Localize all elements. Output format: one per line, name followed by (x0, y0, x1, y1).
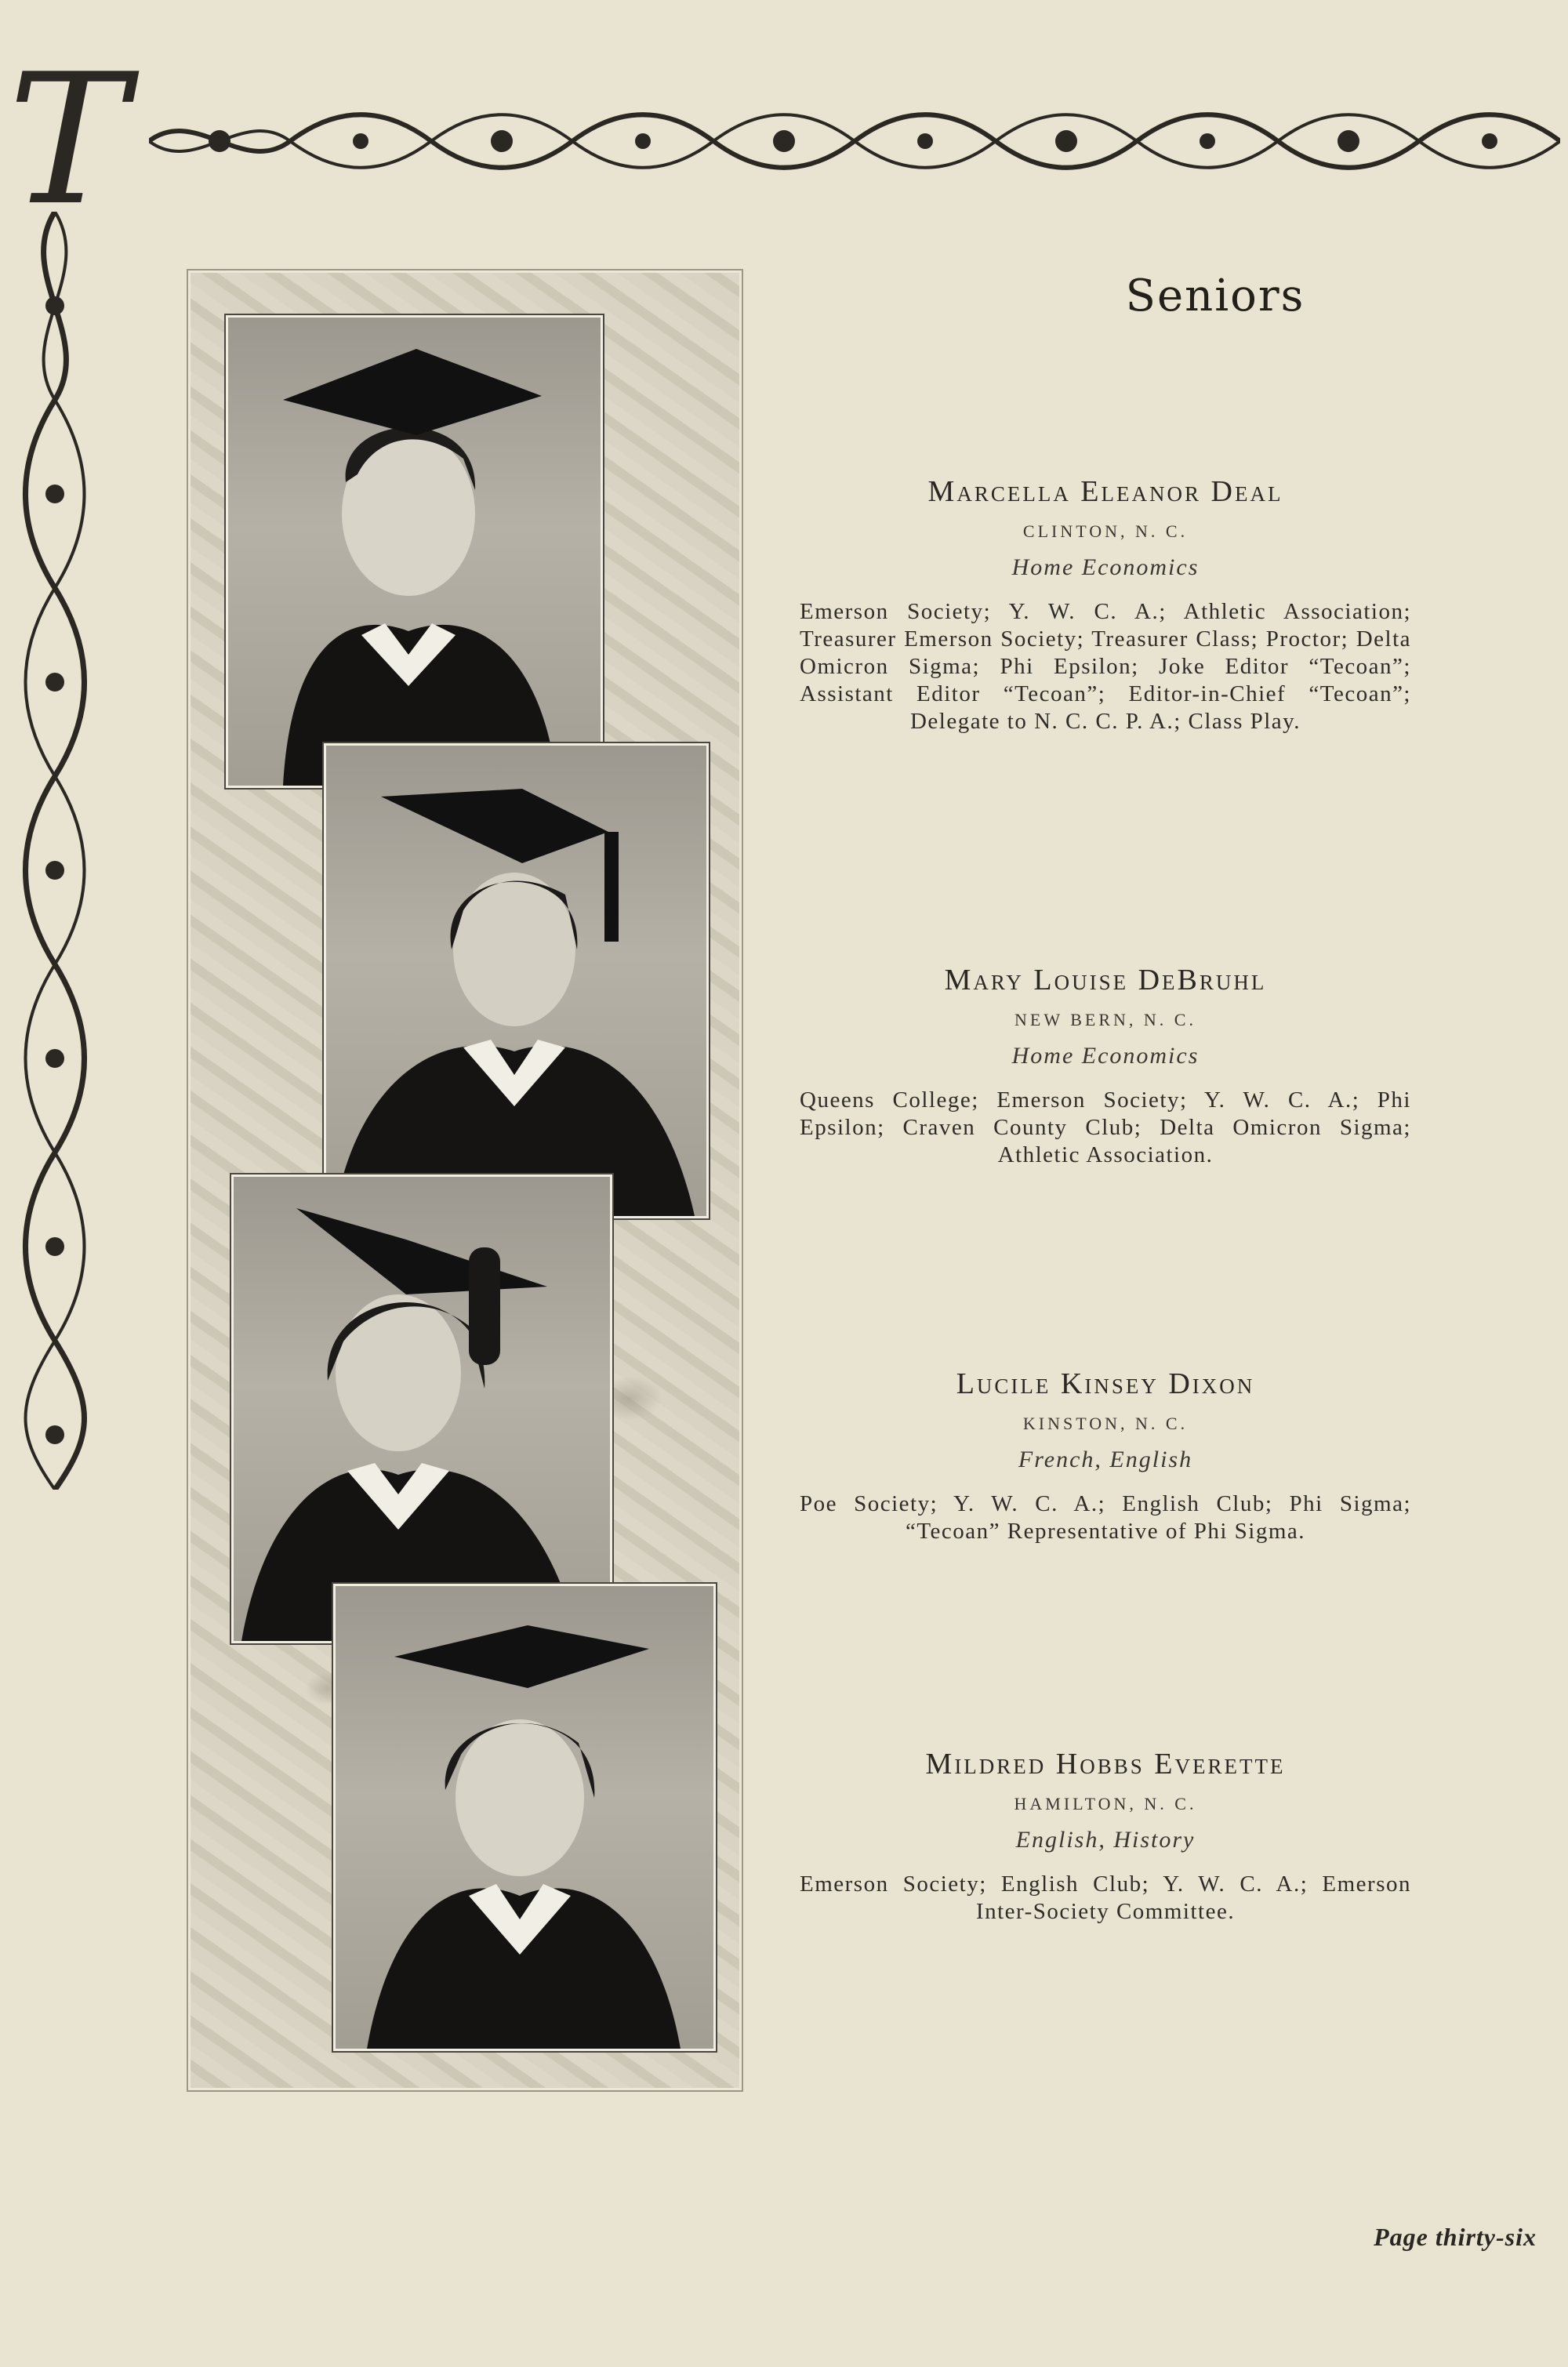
portrait-photo-4 (333, 1584, 716, 2051)
senior-hometown: NEW BERN, N. C. (1014, 1010, 1196, 1029)
senior-activities: Poe Society; Y. W. C. A.; English Club; Phi Sigma; “Tecoan” Representative of Phi Sigma. (800, 1491, 1411, 1544)
senior-entry (800, 963, 1411, 1169)
senior-major: Home Economics (1011, 1043, 1200, 1069)
senior-major: French, English (1018, 1447, 1193, 1472)
senior-hometown: KINSTON, N. C. (1022, 1414, 1189, 1433)
senior-name: Marcella Eleanor Deal (927, 475, 1283, 508)
page-title: Seniors (1125, 270, 1305, 321)
senior-activities: Emerson Society; English Club; Y. W. C. A.; Emerson Inter-Society Committee. (800, 1871, 1411, 1924)
portrait-photo-2 (324, 743, 709, 1218)
senior-name: Lucile Kinsey Dixon (956, 1367, 1255, 1400)
senior-name: Mildred Hobbs Everette (925, 1748, 1286, 1781)
portrait-photo-3 (231, 1174, 612, 1643)
senior-activities: Queens College; Emerson Society; Y. W. C. A.; Phi Epsilon; Craven County Club; Delta Omicron Sigma; Athletic Association. (800, 1087, 1411, 1167)
senior-entry (800, 1367, 1411, 1545)
senior-major: Home Economics (1011, 554, 1200, 580)
page-number: Page thirty-six (1374, 2223, 1537, 2251)
senior-major: English, History (1015, 1827, 1196, 1853)
ornamental-vine-border-top (149, 102, 1560, 180)
senior-hometown: HAMILTON, N. C. (1014, 1794, 1197, 1813)
portrait-photo-1 (226, 315, 603, 788)
ornamental-vine-border-left (12, 212, 98, 1490)
decorative-initial-letter: T (8, 36, 129, 245)
senior-hometown: CLINTON, N. C. (1022, 521, 1189, 541)
senior-entry (800, 474, 1411, 735)
senior-activities: Emerson Society; Y. W. C. A.; Athletic Association; Treasurer Emerson Society; Treasurer Class; Proctor; Delta Omicron Sigma; Phi Epsilon; Joke Editor “Tecoan”; Assistant Editor “Tecoan”; Editor-in-Chief “Tecoan”; Delegate to N. C. C. P. A.; Class Play. (800, 599, 1411, 734)
senior-name: Mary Louise DeBruhl (944, 964, 1267, 997)
senior-entry (800, 1747, 1411, 1926)
